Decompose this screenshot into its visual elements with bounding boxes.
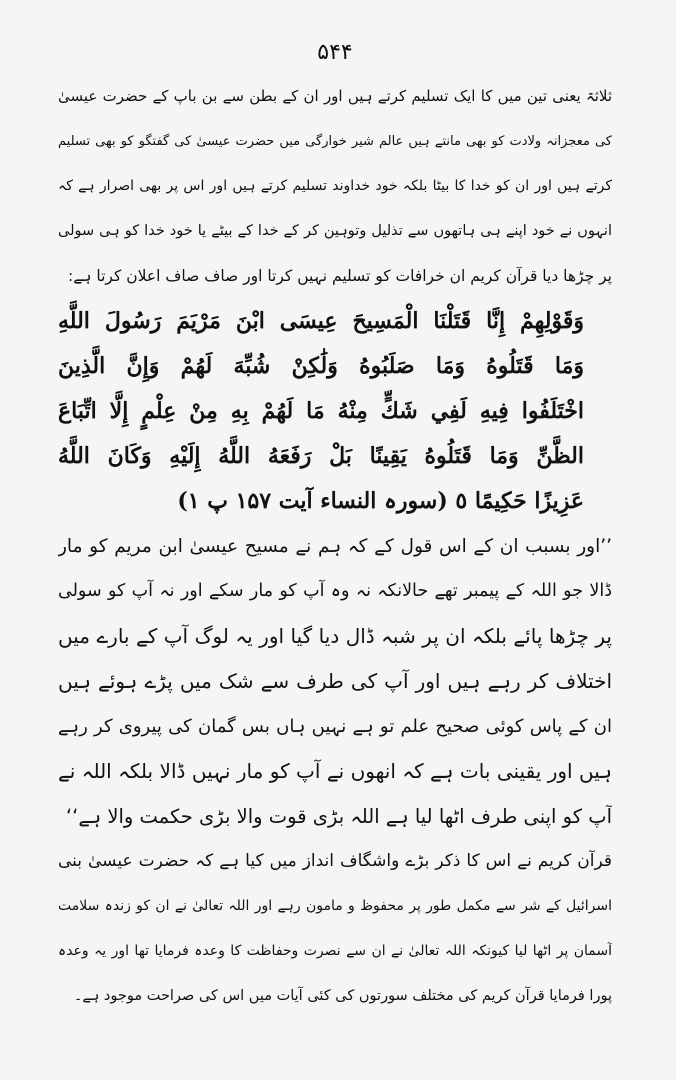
text-line: قرآن کریم نے اس کا ذکر بڑے واشگاف انداز میں کیا ہے کہ حضرت عیسیٰ بنی xyxy=(58,851,612,871)
page-number: ۵۴۴ xyxy=(317,40,353,65)
text-line: انہوں نے خود اپنے ہی ہاتھوں سے تذلیل وتوہین کر کے خدا کے بیٹے یا خود خدا کو ہی سولی xyxy=(58,223,612,239)
translation xyxy=(58,524,612,839)
quran-verse xyxy=(58,299,612,524)
verse-line: وَقَوْلِهِمْ إِنَّا قَتَلْنَا الْمَسِيحَ عِيسَى ابْنَ مَرْيَمَ رَسُولَ اللَّهِ xyxy=(58,308,584,334)
text-line: ڈالا جو اللہ کے پیمبر تھے حالانکہ نہ وہ آپ کو مار سکے اور نہ آپ کو سولی xyxy=(58,581,612,601)
verse-reference-line: عَزِيزًا حَكِيمًا ٥ (سورہ النساء آیت ۱۵۷ پ ۱) xyxy=(177,488,584,514)
verse-line: الظَّنِّ وَمَا قَتَلُوهُ يَقِينًا بَلْ رَفَعَهُ اللَّهُ إِلَيْهِ وَكَانَ اللَّهُ xyxy=(58,443,584,469)
text-line: آسمان پر اٹھا لیا کیونکہ اللہ تعالیٰ نے ان سے نصرت وحفاظت کا وعدہ فرمایا تھا اور یہ وعدہ xyxy=(58,943,612,959)
text-line: ہیں اور یقینی بات ہے کہ انھوں نے آپ کو مار نہیں ڈالا بلکہ اللہ نے xyxy=(58,759,612,783)
text-line: ان کے پاس کوئی صحیح علم تو ہے نہیں ہاں بس گمان کی پیروی کر رہے xyxy=(58,716,612,737)
text-line: ثلاثۃ یعنی تین میں کا ایک تسلیم کرتے ہیں اور ان کے بطن سے بن باپ کے حضرت عیسیٰ xyxy=(58,87,612,105)
text-line: اختلاف کر رہے ہیں اور آپ کی طرف سے شک میں پڑے ہوئے ہیں xyxy=(58,669,612,693)
text-line: کی معجزانہ ولادت کو بھی مانتے ہیں عالم شیر خوارگی میں حضرت عیسیٰ کی گفتگو کو بھی تسلیم xyxy=(58,134,612,149)
verse-line: اخْتَلَفُوا فِيهِ لَفِي شَكٍّ مِنْهُ مَا لَهُمْ بِهِ مِنْ عِلْمٍ إِلَّا اتِّبَاعَ xyxy=(58,398,584,424)
paragraph-2 xyxy=(58,839,612,1019)
text-line: پر چڑھا پائے بلکہ ان پر شبہ ڈال دیا گیا اور یہ لوگ آپ کے بارے میں xyxy=(58,624,612,648)
verse-line: وَمَا قَتَلُوهُ وَمَا صَلَبُوهُ وَلَٰكِنْ شُبِّهَ لَهُمْ وَإِنَّ الَّذِينَ xyxy=(58,353,584,379)
text-line: پورا فرمایا قرآن کریم کی مختلف سورتوں کی کئی آیات میں اس کی صراحت موجود ہے۔ xyxy=(73,988,612,1004)
text-line: پر چڑھا دیا قرآن کریم ان خرافات کو تسلیم نہیں کرتا اور صاف صاف اعلان کرتا ہے: xyxy=(68,267,612,285)
text-line: اسرائیل کے شر سے مکمل طور پر محفوظ و مامون رہے اور اللہ تعالیٰ نے ان کو زندہ سلامت xyxy=(58,898,612,914)
text-line: آپ کو اپنی طرف اٹھا لیا ہے اللہ بڑی قوت والا بڑی حکمت والا ہے‘‘ xyxy=(65,805,612,828)
text-line: ’’اور بسبب ان کے اس قول کے کہ ہم نے مسیح عیسیٰ ابن مریم کو مار xyxy=(58,536,612,557)
paragraph-1 xyxy=(58,74,612,299)
text-line: کرتے ہیں اور ان کو خدا کا بیٹا بلکہ خود خداوند تسلیم کرتے ہیں اور اس پر بھی اصرار ہے کہ xyxy=(58,178,612,194)
